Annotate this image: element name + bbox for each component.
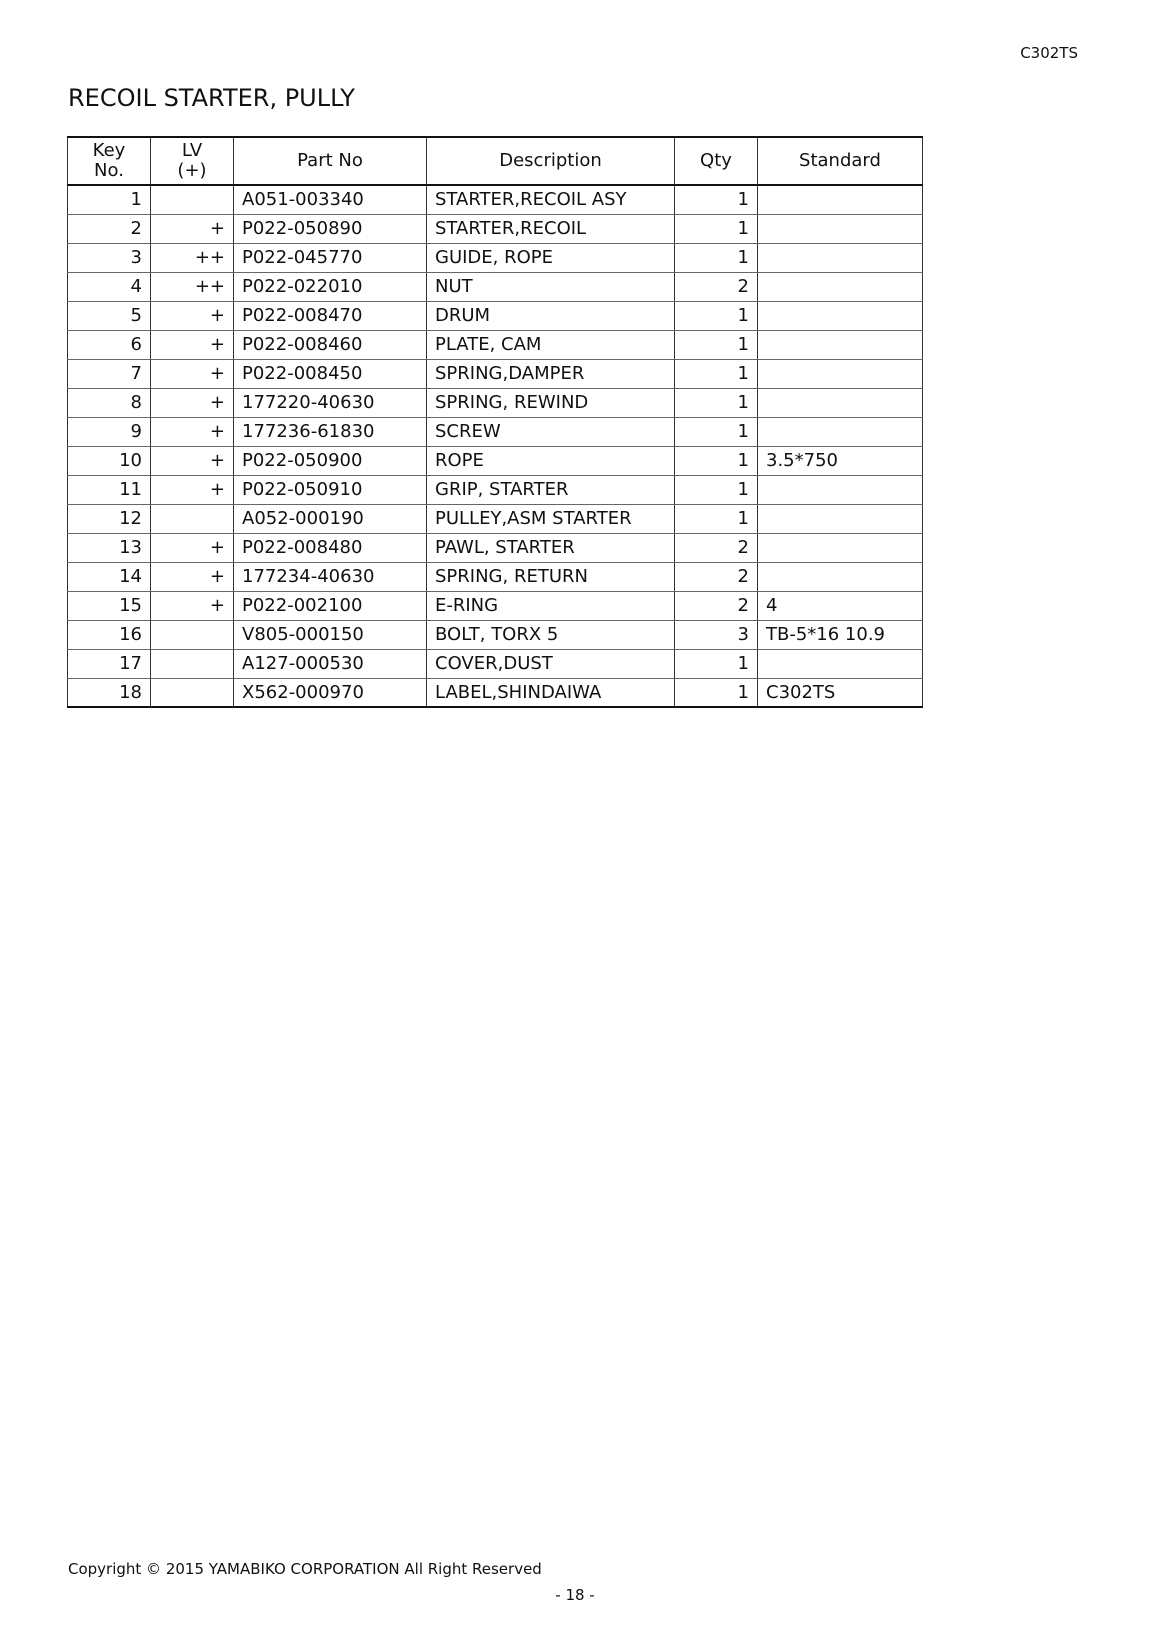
cell-qty: 1 [675, 649, 758, 678]
cell-lv: + [151, 417, 234, 446]
cell-standard [758, 185, 923, 214]
cell-lv: + [151, 301, 234, 330]
cell-description: PULLEY,ASM STARTER [427, 504, 675, 533]
cell-key-no: 18 [68, 678, 151, 707]
cell-lv: ++ [151, 243, 234, 272]
cell-qty: 2 [675, 272, 758, 301]
cell-description: GRIP, STARTER [427, 475, 675, 504]
cell-part-no: X562-000970 [234, 678, 427, 707]
cell-description: PLATE, CAM [427, 330, 675, 359]
cell-qty: 1 [675, 678, 758, 707]
cell-standard [758, 562, 923, 591]
cell-lv: + [151, 562, 234, 591]
cell-standard [758, 359, 923, 388]
table-row [68, 620, 923, 649]
cell-part-no: P022-050910 [234, 475, 427, 504]
column-header-standard: Standard [758, 137, 923, 185]
cell-part-no: P022-050900 [234, 446, 427, 475]
column-header-description: Description [427, 137, 675, 185]
cell-key-no: 16 [68, 620, 151, 649]
cell-key-no: 3 [68, 243, 151, 272]
table-header [68, 137, 923, 185]
table-row [68, 417, 923, 446]
table-row [68, 475, 923, 504]
column-header-lv [151, 137, 234, 185]
cell-standard [758, 533, 923, 562]
cell-key-no: 4 [68, 272, 151, 301]
table-row [68, 272, 923, 301]
model-code: C302TS [1020, 44, 1078, 62]
table-row [68, 330, 923, 359]
table-row [68, 243, 923, 272]
cell-description: STARTER,RECOIL [427, 214, 675, 243]
cell-description: SPRING, REWIND [427, 388, 675, 417]
cell-qty: 1 [675, 446, 758, 475]
key-header-line1: Key [92, 140, 126, 161]
cell-part-no: P022-045770 [234, 243, 427, 272]
cell-lv: + [151, 359, 234, 388]
cell-lv: + [151, 475, 234, 504]
cell-key-no: 8 [68, 388, 151, 417]
header-row [68, 137, 923, 185]
cell-lv: + [151, 388, 234, 417]
table-row [68, 359, 923, 388]
cell-qty: 1 [675, 388, 758, 417]
cell-part-no: P022-022010 [234, 272, 427, 301]
cell-qty: 1 [675, 475, 758, 504]
table-row [68, 214, 923, 243]
cell-lv: + [151, 591, 234, 620]
column-header-part-no: Part No [234, 137, 427, 185]
cell-description: SPRING, RETURN [427, 562, 675, 591]
cell-part-no: 177220-40630 [234, 388, 427, 417]
cell-key-no: 9 [68, 417, 151, 446]
table-row [68, 185, 923, 214]
cell-qty: 1 [675, 243, 758, 272]
cell-description: NUT [427, 272, 675, 301]
cell-standard [758, 475, 923, 504]
cell-key-no: 11 [68, 475, 151, 504]
cell-part-no: P022-002100 [234, 591, 427, 620]
cell-description: E-RING [427, 591, 675, 620]
cell-standard: 3.5*750 [758, 446, 923, 475]
cell-standard [758, 243, 923, 272]
cell-part-no: P022-008450 [234, 359, 427, 388]
cell-key-no: 17 [68, 649, 151, 678]
cell-description: SPRING,DAMPER [427, 359, 675, 388]
cell-part-no: A051-003340 [234, 185, 427, 214]
cell-qty: 2 [675, 591, 758, 620]
cell-standard [758, 504, 923, 533]
cell-part-no: P022-008480 [234, 533, 427, 562]
cell-part-no: 177236-61830 [234, 417, 427, 446]
cell-key-no: 2 [68, 214, 151, 243]
cell-qty: 2 [675, 533, 758, 562]
table-row [68, 562, 923, 591]
cell-lv [151, 678, 234, 707]
table-row [68, 678, 923, 707]
parts-table [67, 136, 923, 708]
cell-qty: 3 [675, 620, 758, 649]
cell-qty: 1 [675, 185, 758, 214]
table-row [68, 591, 923, 620]
cell-lv [151, 649, 234, 678]
cell-standard [758, 417, 923, 446]
cell-key-no: 12 [68, 504, 151, 533]
cell-part-no: P022-008470 [234, 301, 427, 330]
cell-key-no: 13 [68, 533, 151, 562]
cell-description: GUIDE, ROPE [427, 243, 675, 272]
lv-header-line2: (+) [177, 160, 207, 181]
cell-description: PAWL, STARTER [427, 533, 675, 562]
cell-qty: 1 [675, 301, 758, 330]
cell-standard [758, 272, 923, 301]
cell-lv: ++ [151, 272, 234, 301]
cell-description: COVER,DUST [427, 649, 675, 678]
cell-lv: + [151, 533, 234, 562]
table-body [68, 185, 923, 707]
cell-part-no: A127-000530 [234, 649, 427, 678]
cell-key-no: 5 [68, 301, 151, 330]
cell-description: BOLT, TORX 5 [427, 620, 675, 649]
cell-part-no: P022-008460 [234, 330, 427, 359]
cell-description: SCREW [427, 417, 675, 446]
cell-key-no: 10 [68, 446, 151, 475]
cell-qty: 1 [675, 417, 758, 446]
cell-qty: 1 [675, 330, 758, 359]
cell-part-no: P022-050890 [234, 214, 427, 243]
cell-key-no: 14 [68, 562, 151, 591]
cell-lv: + [151, 446, 234, 475]
cell-description: STARTER,RECOIL ASY [427, 185, 675, 214]
table-row [68, 301, 923, 330]
page-title: RECOIL STARTER, PULLY [68, 84, 355, 112]
cell-standard: TB-5*16 10.9 [758, 620, 923, 649]
table-row [68, 504, 923, 533]
cell-standard [758, 649, 923, 678]
cell-lv [151, 504, 234, 533]
cell-qty: 1 [675, 359, 758, 388]
cell-description: DRUM [427, 301, 675, 330]
cell-lv: + [151, 330, 234, 359]
cell-standard: 4 [758, 591, 923, 620]
cell-standard: C302TS [758, 678, 923, 707]
cell-part-no: 177234-40630 [234, 562, 427, 591]
page-number: - 18 - [555, 1586, 595, 1604]
table-row [68, 649, 923, 678]
cell-key-no: 1 [68, 185, 151, 214]
cell-qty: 2 [675, 562, 758, 591]
cell-qty: 1 [675, 504, 758, 533]
cell-lv: + [151, 214, 234, 243]
table-row [68, 388, 923, 417]
footer-copyright: Copyright © 2015 YAMABIKO CORPORATION All Right Reserved [68, 1560, 542, 1578]
cell-part-no: A052-000190 [234, 504, 427, 533]
lv-header-line1: LV [181, 140, 203, 161]
cell-key-no: 7 [68, 359, 151, 388]
key-header-line2: No. [94, 160, 124, 181]
table-row [68, 533, 923, 562]
table-row [68, 446, 923, 475]
cell-description: ROPE [427, 446, 675, 475]
column-header-key-no [68, 137, 151, 185]
cell-standard [758, 214, 923, 243]
cell-description: LABEL,SHINDAIWA [427, 678, 675, 707]
cell-key-no: 6 [68, 330, 151, 359]
cell-standard [758, 301, 923, 330]
cell-key-no: 15 [68, 591, 151, 620]
cell-standard [758, 388, 923, 417]
cell-part-no: V805-000150 [234, 620, 427, 649]
cell-standard [758, 330, 923, 359]
column-header-qty: Qty [675, 137, 758, 185]
cell-qty: 1 [675, 214, 758, 243]
cell-lv [151, 185, 234, 214]
cell-lv [151, 620, 234, 649]
